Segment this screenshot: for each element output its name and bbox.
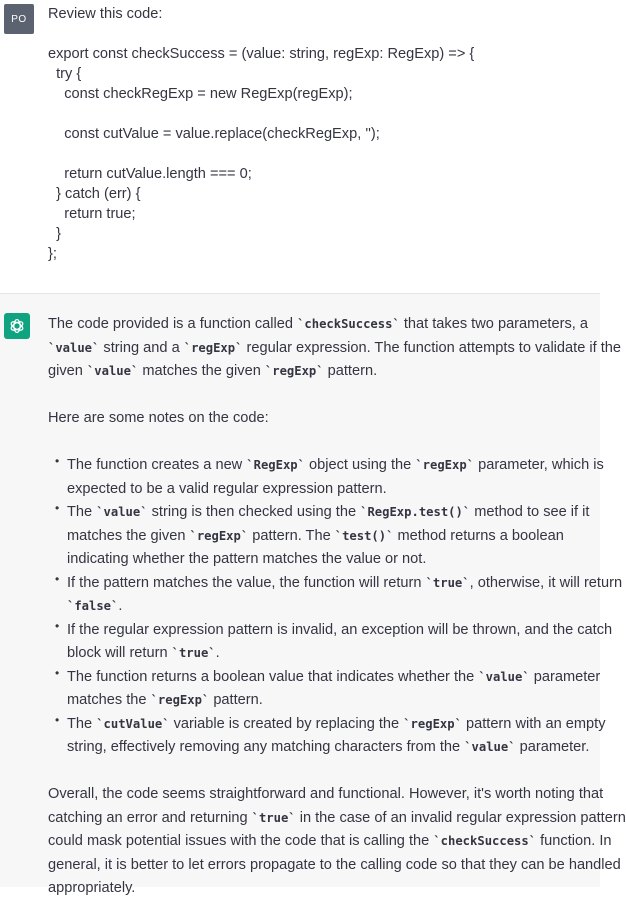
text-line: [67, 713, 606, 737]
text-line: [67, 595, 588, 619]
text-line: [67, 642, 588, 666]
text-segment: indicating whether the pattern matches the value or not.: [67, 551, 427, 567]
inline-code: `checkSuccess`: [297, 317, 400, 331]
user-message-line: return true;: [48, 206, 136, 222]
user-message-text: [48, 4, 590, 264]
text-segment: , otherwise, it will return: [469, 574, 623, 591]
inline-code: `regExp`: [264, 364, 324, 378]
inline-code: `false`: [67, 599, 119, 613]
text-line: [67, 478, 588, 502]
inline-code: `regExp`: [150, 693, 210, 707]
text-line: [67, 736, 588, 760]
text-segment: If the pattern matches the value, the function will return: [67, 574, 426, 591]
inline-code: `regExp`: [403, 716, 462, 731]
text-segment: string and a: [99, 339, 184, 356]
text-segment: pattern.: [323, 363, 378, 379]
text-segment: The function returns a boolean value that indicates whether the: [67, 668, 479, 685]
inline-code: `value`: [478, 669, 530, 684]
text-segment: expected to be a valid regular expression pattern.: [67, 480, 387, 497]
text-segment: that takes two parameters, a: [399, 316, 588, 332]
list-item: [48, 618, 613, 666]
list-item: [48, 665, 601, 713]
list-item: [48, 501, 588, 572]
text-segment: given: [48, 363, 87, 379]
inline-code: `regExp`: [189, 528, 249, 543]
text-segment: variable is created by replacing the: [169, 715, 404, 732]
inline-code: `true`: [251, 810, 296, 825]
text-segment: If the regular expression pattern is invalid, an exception will be thrown, and the catch: [67, 621, 613, 638]
inline-code: `true`: [171, 646, 216, 660]
text-line: [48, 877, 588, 901]
text-line: [48, 854, 621, 878]
text-segment: matches the: [67, 692, 151, 708]
text-line: [48, 830, 612, 854]
user-message-line: const checkRegExp = new RegExp(regExp);: [48, 86, 353, 102]
user-message-line: [48, 24, 590, 44]
inline-code: `true`: [425, 575, 470, 590]
text-segment: appropriately.: [48, 880, 136, 896]
text-line: [48, 783, 604, 807]
user-message-line: };: [48, 246, 57, 262]
text-segment: general, it is better to let errors propagate to the calling code so that they can be handled: [48, 856, 621, 873]
text-segment: .: [118, 598, 123, 614]
notes-heading: Here are some notes on the code:: [48, 410, 269, 426]
text-segment: could mask potential issues with the code that is calling the: [48, 833, 434, 849]
text-line: [67, 572, 623, 596]
bullet-icon: •: [55, 618, 60, 633]
text-segment: parameter, which is: [474, 457, 604, 473]
text-segment: object using the: [304, 457, 416, 473]
inline-code: `test()`: [334, 528, 394, 543]
user-message-line: export const checkSuccess = (value: string, regExp: RegExp) => {: [48, 46, 475, 62]
text-segment: string is then checked using the: [147, 504, 361, 520]
inline-code: `regExp`: [415, 458, 475, 472]
user-message-line: [48, 144, 590, 164]
text-segment: in the case of an invalid regular expression pattern: [295, 809, 626, 826]
text-segment: The: [67, 715, 97, 732]
user-avatar: PO: [4, 4, 34, 34]
text-line: [48, 807, 626, 831]
assistant-message-text: [48, 313, 626, 901]
intro-paragraph: [48, 313, 622, 384]
text-line: [67, 689, 588, 713]
list-item: [48, 712, 606, 760]
text-segment: method returns a boolean: [393, 527, 564, 544]
text-segment: pattern.: [209, 692, 263, 708]
user-message-line: Review this code:: [48, 6, 163, 22]
bullet-icon: •: [55, 571, 60, 586]
text-line: [67, 666, 601, 690]
text-segment: pattern with an empty: [461, 715, 606, 732]
user-message: [0, 0, 600, 294]
text-line: [67, 548, 588, 572]
inline-code: `value`: [48, 340, 100, 355]
inline-code: `RegExp.test()`: [360, 505, 471, 519]
openai-logo-icon: [4, 313, 30, 339]
bullet-icon: •: [55, 501, 60, 515]
text-segment: The code provided is a function called: [48, 316, 298, 332]
bullet-icon: •: [55, 712, 60, 727]
list-item: [48, 454, 604, 501]
bullet-icon: •: [55, 454, 60, 468]
user-message-line: return cutValue.length === 0;: [48, 166, 252, 182]
assistant-message: [0, 294, 626, 896]
text-segment: method to see if it: [470, 504, 590, 520]
text-line: [67, 454, 604, 478]
inline-code: `cutValue`: [96, 716, 170, 731]
text-line: [67, 501, 588, 525]
text-segment: matches the given: [67, 527, 190, 544]
text-line: [67, 619, 613, 643]
text-segment: Overall, the code seems straightforward and functional. However, it's worth noting that: [48, 786, 604, 802]
inline-code: `RegExp`: [246, 458, 305, 472]
text-segment: parameter: [529, 668, 601, 685]
inline-code: `regExp`: [183, 340, 243, 355]
text-segment: block will return: [67, 645, 172, 661]
text-segment: pattern. The: [248, 527, 335, 544]
text-line: [48, 313, 588, 337]
conclusion-paragraph: [48, 783, 626, 901]
user-message-line: }: [48, 226, 61, 242]
inline-code: `value`: [464, 740, 516, 754]
user-message-line: try {: [48, 66, 82, 82]
list-item: [48, 571, 623, 619]
user-message-line: const cutValue = value.replace(checkRegExp, '');: [48, 126, 380, 142]
text-line: [67, 525, 588, 549]
inline-code: `value`: [96, 505, 148, 519]
text-line: [48, 337, 622, 361]
text-segment: catching an error and returning: [48, 809, 252, 826]
text-line: [48, 360, 588, 384]
user-message-line: } catch (err) {: [48, 186, 141, 202]
text-segment: The: [67, 504, 97, 520]
text-segment: matches the given: [138, 363, 265, 379]
user-message-line: [48, 104, 590, 124]
text-segment: The function creates a new: [67, 457, 247, 473]
text-segment: .: [215, 645, 220, 661]
text-segment: string, effectively removing any matching characters from the: [67, 739, 465, 755]
text-segment: parameter.: [515, 739, 590, 755]
inline-code: `value`: [86, 364, 139, 378]
bullet-icon: •: [55, 665, 60, 680]
inline-code: `checkSuccess`: [433, 834, 537, 848]
notes-list: [48, 454, 623, 760]
text-segment: function. In: [536, 833, 612, 849]
text-segment: regular expression. The function attempts to validate if the: [242, 339, 622, 356]
